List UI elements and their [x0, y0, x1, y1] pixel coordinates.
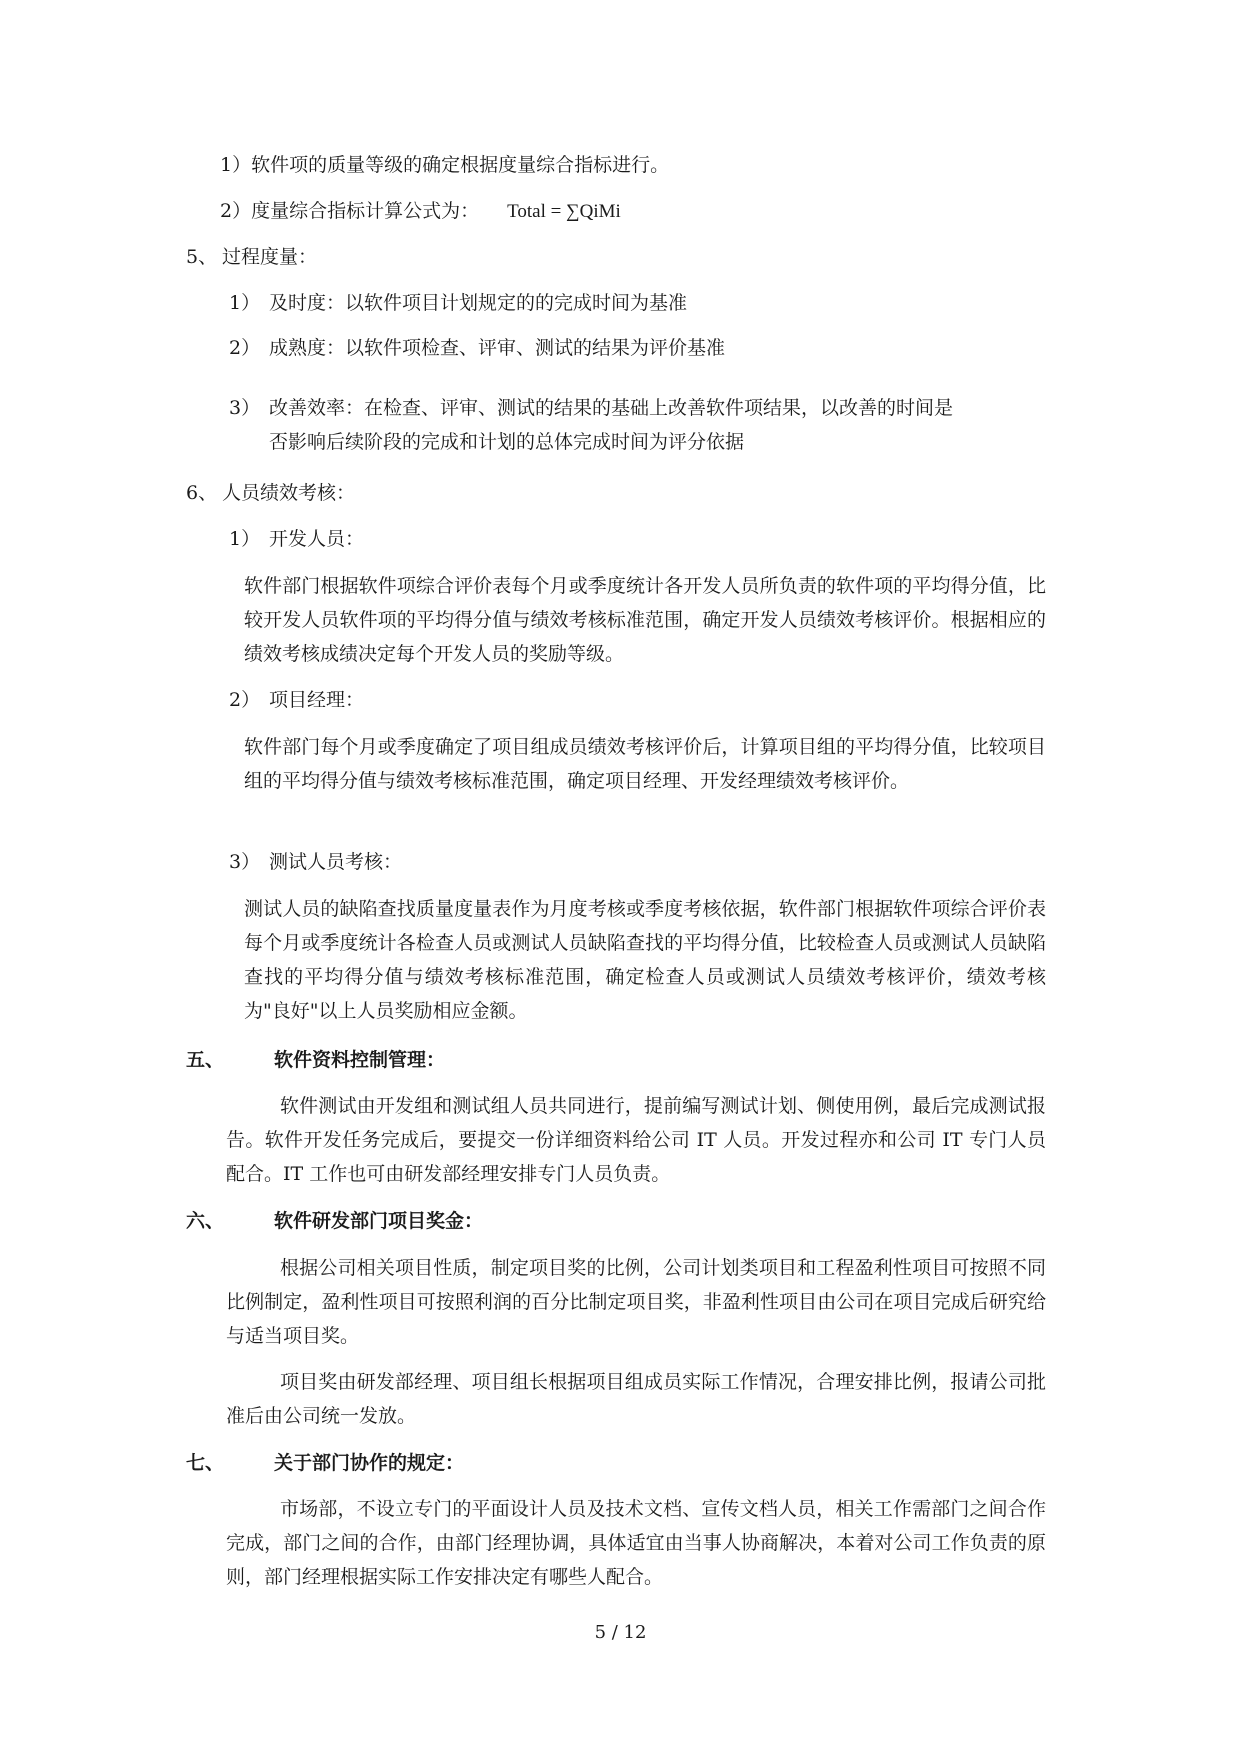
- section-number: 六、: [186, 1210, 225, 1232]
- total-formula: Total = ∑QiMi: [507, 201, 621, 222]
- list-number: 2）: [229, 689, 261, 711]
- list-text: 成熟度：以软件项检查、评审、测试的结果为评价基准: [269, 337, 726, 359]
- section-seven-heading: [186, 1446, 464, 1480]
- heading-number: 6、: [186, 482, 218, 504]
- pm-heading: [229, 683, 364, 717]
- tester-body: 测试人员的缺陷查找质量度量表作为月度考核或季度考核依据，软件部门根据软件项综合评价表每个月或季度统计各检查人员或测试人员缺陷查找的平均得分值，比较检查人员或测试人员缺陷查找的平均得分值与绩效考核标准范围，确定检查人员或测试人员绩效考核评价，绩效考核为"良好"以上人员奖励相应金额。: [244, 898, 1046, 1022]
- process-item-1: [229, 286, 687, 320]
- pm-body: 软件部门每个月或季度确定了项目组成员绩效考核评价后，计算项目组的平均得分值，比较项目组的平均得分值与绩效考核标准范围，确定项目经理、开发经理绩效考核评价。: [244, 736, 1046, 792]
- heading-text: 过程度量：: [222, 246, 318, 268]
- list-text: 开发人员：: [269, 528, 365, 550]
- page-number: 5 / 12: [594, 1622, 647, 1643]
- list-text: 项目经理：: [269, 689, 365, 711]
- list-number: 1）: [229, 292, 261, 314]
- quality-item-2: [220, 194, 621, 229]
- tester-heading: [229, 845, 402, 879]
- list-number: 1）: [229, 528, 261, 550]
- section-six-heading: [186, 1204, 483, 1238]
- section-five-heading: [186, 1043, 445, 1077]
- list-number: 2）: [229, 337, 261, 359]
- heading-process-metrics: [186, 240, 317, 274]
- heading-text: 人员绩效考核：: [222, 482, 356, 504]
- section-number: 七、: [186, 1452, 225, 1474]
- list-text: 改善效率：在检查、评审、测试的结果的基础上改善软件项结果，以改善的时间是: [269, 397, 954, 419]
- process-item-2: [229, 331, 725, 365]
- section-five-body: 软件测试由开发组和测试组人员共同进行，提前编写测试计划、侧使用例，最后完成测试报告。软件开发任务完成后，要提交一份详细资料给公司 IT 人员。开发过程亦和公司 IT 专门人员配合。IT 工作也可由研发部经理安排专门人员负责。: [226, 1095, 1046, 1185]
- section-number: 五、: [186, 1049, 225, 1071]
- process-item-3: [229, 391, 953, 425]
- process-item-3-continued: 否影响后续阶段的完成和计划的总体完成时间为评分依据: [269, 431, 745, 453]
- developer-body: 软件部门根据软件项综合评价表每个月或季度统计各开发人员所负责的软件项的平均得分值，比较开发人员软件项的平均得分值与绩效考核标准范围，确定开发人员绩效考核评价。根据相应的绩效考核成绩决定每个开发人员的奖励等级。: [244, 575, 1046, 665]
- quality-item-1: 1）软件项的质量等级的确定根据度量综合指标进行。: [220, 154, 670, 176]
- heading-number: 5、: [186, 246, 218, 268]
- heading-performance-review: [186, 476, 355, 510]
- list-text: 测试人员考核：: [269, 851, 403, 873]
- list-text: 及时度：以软件项目计划规定的的完成时间为基准: [269, 292, 688, 314]
- list-number: 3）: [229, 397, 261, 419]
- list-number: 3）: [229, 851, 261, 873]
- section-six-body-2: 项目奖由研发部经理、项目组长根据项目组成员实际工作情况，合理安排比例，报请公司批准后由公司统一发放。: [226, 1371, 1046, 1427]
- section-title: 软件研发部门项目奖金：: [274, 1210, 484, 1232]
- section-title: 软件资料控制管理：: [274, 1049, 446, 1071]
- section-six-body-1: 根据公司相关项目性质，制定项目奖的比例，公司计划类项目和工程盈利性项目可按照不同比例制定，盈利性项目可按照利润的百分比制定项目奖，非盈利性项目由公司在项目完成后研究给与适当项目奖。: [226, 1257, 1046, 1347]
- section-title: 关于部门协作的规定：: [274, 1452, 465, 1474]
- developer-heading: [229, 522, 364, 556]
- quality-item-2-text: 2）度量综合指标计算公式为：: [220, 200, 480, 222]
- section-seven-body: 市场部，不设立专门的平面设计人员及技术文档、宣传文档人员，相关工作需部门之间合作完成，部门之间的合作，由部门经理协调，具体适宜由当事人协商解决，本着对公司工作负责的原则，部门经理根据实际工作安排决定有哪些人配合。: [226, 1498, 1046, 1588]
